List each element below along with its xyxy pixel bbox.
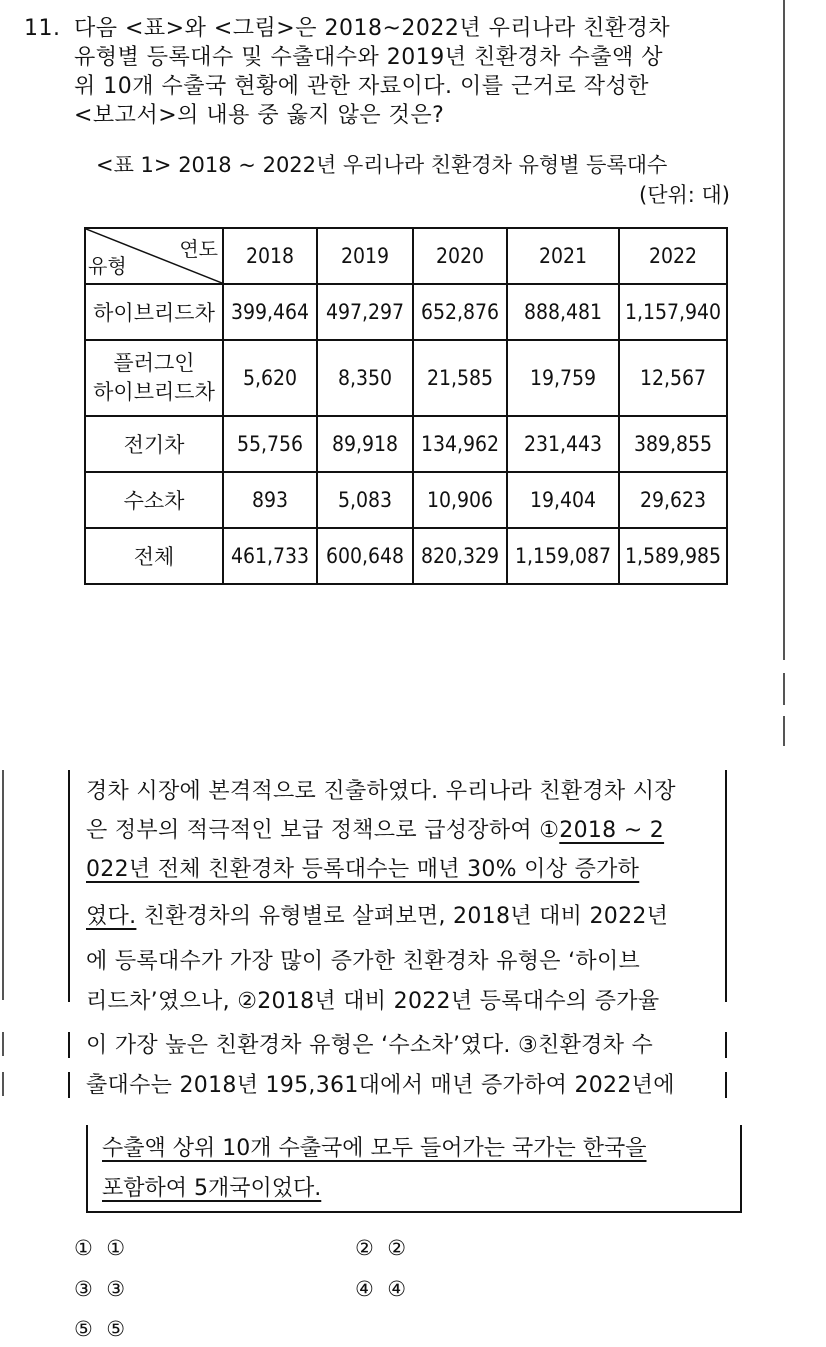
- choice-value: ①: [106, 1236, 126, 1260]
- choice-2[interactable]: [355, 1236, 406, 1260]
- table-unit: (단위: 대): [639, 183, 730, 207]
- corner-row-label: 유형: [88, 254, 127, 278]
- table-row: [85, 472, 727, 528]
- choice-marker: ②: [355, 1236, 374, 1260]
- column-header: 2019: [317, 228, 413, 284]
- underlined-statement: 022년 전체 친환경차 등록대수는 매년 30% 이상 증가하: [86, 857, 640, 882]
- choice-marker: ①: [74, 1236, 93, 1260]
- table-cell: 497,297: [317, 284, 413, 340]
- column-header: 2020: [413, 228, 507, 284]
- report-line: [86, 1066, 675, 1105]
- table-row: [85, 416, 727, 472]
- row-label: 전체: [85, 528, 223, 584]
- table-cell: 1,589,985: [619, 528, 727, 584]
- report-box-continued: [86, 1125, 742, 1213]
- report-text-span: 친환경차의 유형별로 살펴보면, 2018년 대비 2022년: [136, 904, 669, 929]
- question-line: <보고서>의 내용 중 옳지 않은 것은?: [74, 103, 445, 128]
- choice-3[interactable]: [74, 1277, 125, 1301]
- table-cell: 1,159,087: [507, 528, 619, 584]
- table-cell: 19,759: [507, 340, 619, 416]
- row-label-line: 플러그인: [113, 351, 195, 375]
- table-cell: 19,404: [507, 472, 619, 528]
- question-number: 11.: [24, 16, 61, 41]
- choice-value: ⑤: [106, 1317, 126, 1341]
- report-text-span: 출대수는 2018년 195,361대에서 매년 증가하여 2022년에: [86, 1073, 675, 1098]
- table-cell: 12,567: [619, 340, 727, 416]
- table-title: <표 1> 2018 ~ 2022년 우리나라 친환경차 유형별 등록대수: [96, 153, 668, 177]
- report-text-span: 경차 시장에 본격적으로 진출하였다. 우리나라 친환경차 시장: [86, 779, 676, 804]
- row-label: 전기차: [85, 416, 223, 472]
- underlined-statement: 수출액 상위 10개 수출국에 모두 들어가는 국가는 한국을: [102, 1136, 647, 1161]
- page-divider-line: [783, 0, 785, 660]
- table-cell: 652,876: [413, 284, 507, 340]
- report-text-span: 에 등록대수가 가장 많이 증가한 친환경차 유형은 ‘하이브: [86, 949, 641, 974]
- row-label: 수소차: [85, 472, 223, 528]
- table-total-row: [85, 528, 727, 584]
- table-cell: 8,350: [317, 340, 413, 416]
- report-line: [86, 811, 664, 850]
- choice-1[interactable]: [74, 1236, 125, 1260]
- report-box-border: [725, 1072, 727, 1098]
- table-cell: 893: [223, 472, 317, 528]
- choice-marker: ④: [355, 1277, 374, 1301]
- choice-value: ④: [387, 1277, 407, 1301]
- question-line: 위 10개 수출국 현황에 관한 자료이다. 이를 근거로 작성한: [74, 74, 649, 99]
- choice-value: ③: [106, 1277, 126, 1301]
- column-header: 2022: [619, 228, 727, 284]
- statement-marker: ①: [539, 818, 560, 843]
- table-row: [85, 284, 727, 340]
- page-divider-line: [783, 673, 785, 705]
- report-line: [86, 850, 639, 889]
- report-text-span: 이 가장 높은 친환경차 유형은 ‘수소차’였다. ③친환경차 수: [86, 1033, 654, 1058]
- report-line: [86, 982, 659, 1021]
- report-box-border: [68, 1072, 70, 1098]
- table-cell: 5,620: [223, 340, 317, 416]
- row-label: 하이브리드차: [85, 284, 223, 340]
- table-cell: 89,918: [317, 416, 413, 472]
- report-line: [86, 772, 676, 811]
- table-cell: 134,962: [413, 416, 507, 472]
- registration-table: [84, 227, 728, 585]
- choice-4[interactable]: [355, 1277, 406, 1301]
- choice-marker: ③: [74, 1277, 93, 1301]
- report-line: [86, 897, 668, 936]
- table-row: [85, 340, 727, 416]
- page-divider-line: [2, 1072, 4, 1096]
- table-cell: 231,443: [507, 416, 619, 472]
- table-cell: 888,481: [507, 284, 619, 340]
- table-cell: 1,157,940: [619, 284, 727, 340]
- question-line: 다음 <표>와 <그림>은 2018~2022년 우리나라 친환경차: [74, 16, 671, 41]
- row-label: [85, 340, 223, 416]
- report-line: [86, 1026, 653, 1065]
- corner-col-label: 연도: [179, 237, 218, 261]
- question-line: 유형별 등록대수 및 수출대수와 2019년 친환경차 수출액 상: [74, 45, 663, 70]
- table-cell: 461,733: [223, 528, 317, 584]
- question-stem: [24, 14, 764, 130]
- report-line: [86, 942, 640, 981]
- table-cell: 399,464: [223, 284, 317, 340]
- column-header: 2018: [223, 228, 317, 284]
- choice-value: ②: [387, 1236, 407, 1260]
- choice-5[interactable]: [74, 1317, 125, 1341]
- page-divider-line: [2, 1032, 4, 1056]
- table-cell: 10,906: [413, 472, 507, 528]
- report-box-border: [725, 1032, 727, 1058]
- table-cell: 389,855: [619, 416, 727, 472]
- underlined-statement: 였다.: [86, 904, 137, 929]
- table-cell: 600,648: [317, 528, 413, 584]
- report-box-border: [68, 1032, 70, 1058]
- row-label-line: 하이브리드차: [93, 380, 215, 404]
- table-cell: 21,585: [413, 340, 507, 416]
- table-cell: 820,329: [413, 528, 507, 584]
- table-cell: 5,083: [317, 472, 413, 528]
- corner-header-cell: [85, 228, 223, 284]
- choice-marker: ⑤: [74, 1317, 93, 1341]
- column-header: 2021: [507, 228, 619, 284]
- page-divider-line: [783, 716, 785, 746]
- table-caption: [96, 150, 730, 210]
- underlined-statement: 2018 ~ 2: [559, 818, 665, 843]
- underlined-statement: 포함하여 5개국이었다.: [102, 1176, 322, 1201]
- report-text-span: 리드차’였으나, ②2018년 대비 2022년 등록대수의 증가율: [86, 989, 660, 1014]
- table-cell: 29,623: [619, 472, 727, 528]
- table-cell: 55,756: [223, 416, 317, 472]
- table-header-row: [85, 228, 727, 284]
- page-divider-line: [2, 770, 4, 1000]
- report-text-span: 은 정부의 적극적인 보급 정책으로 급성장하여: [86, 818, 540, 843]
- report-box-border: [725, 770, 727, 1002]
- report-box-border: [68, 770, 70, 1002]
